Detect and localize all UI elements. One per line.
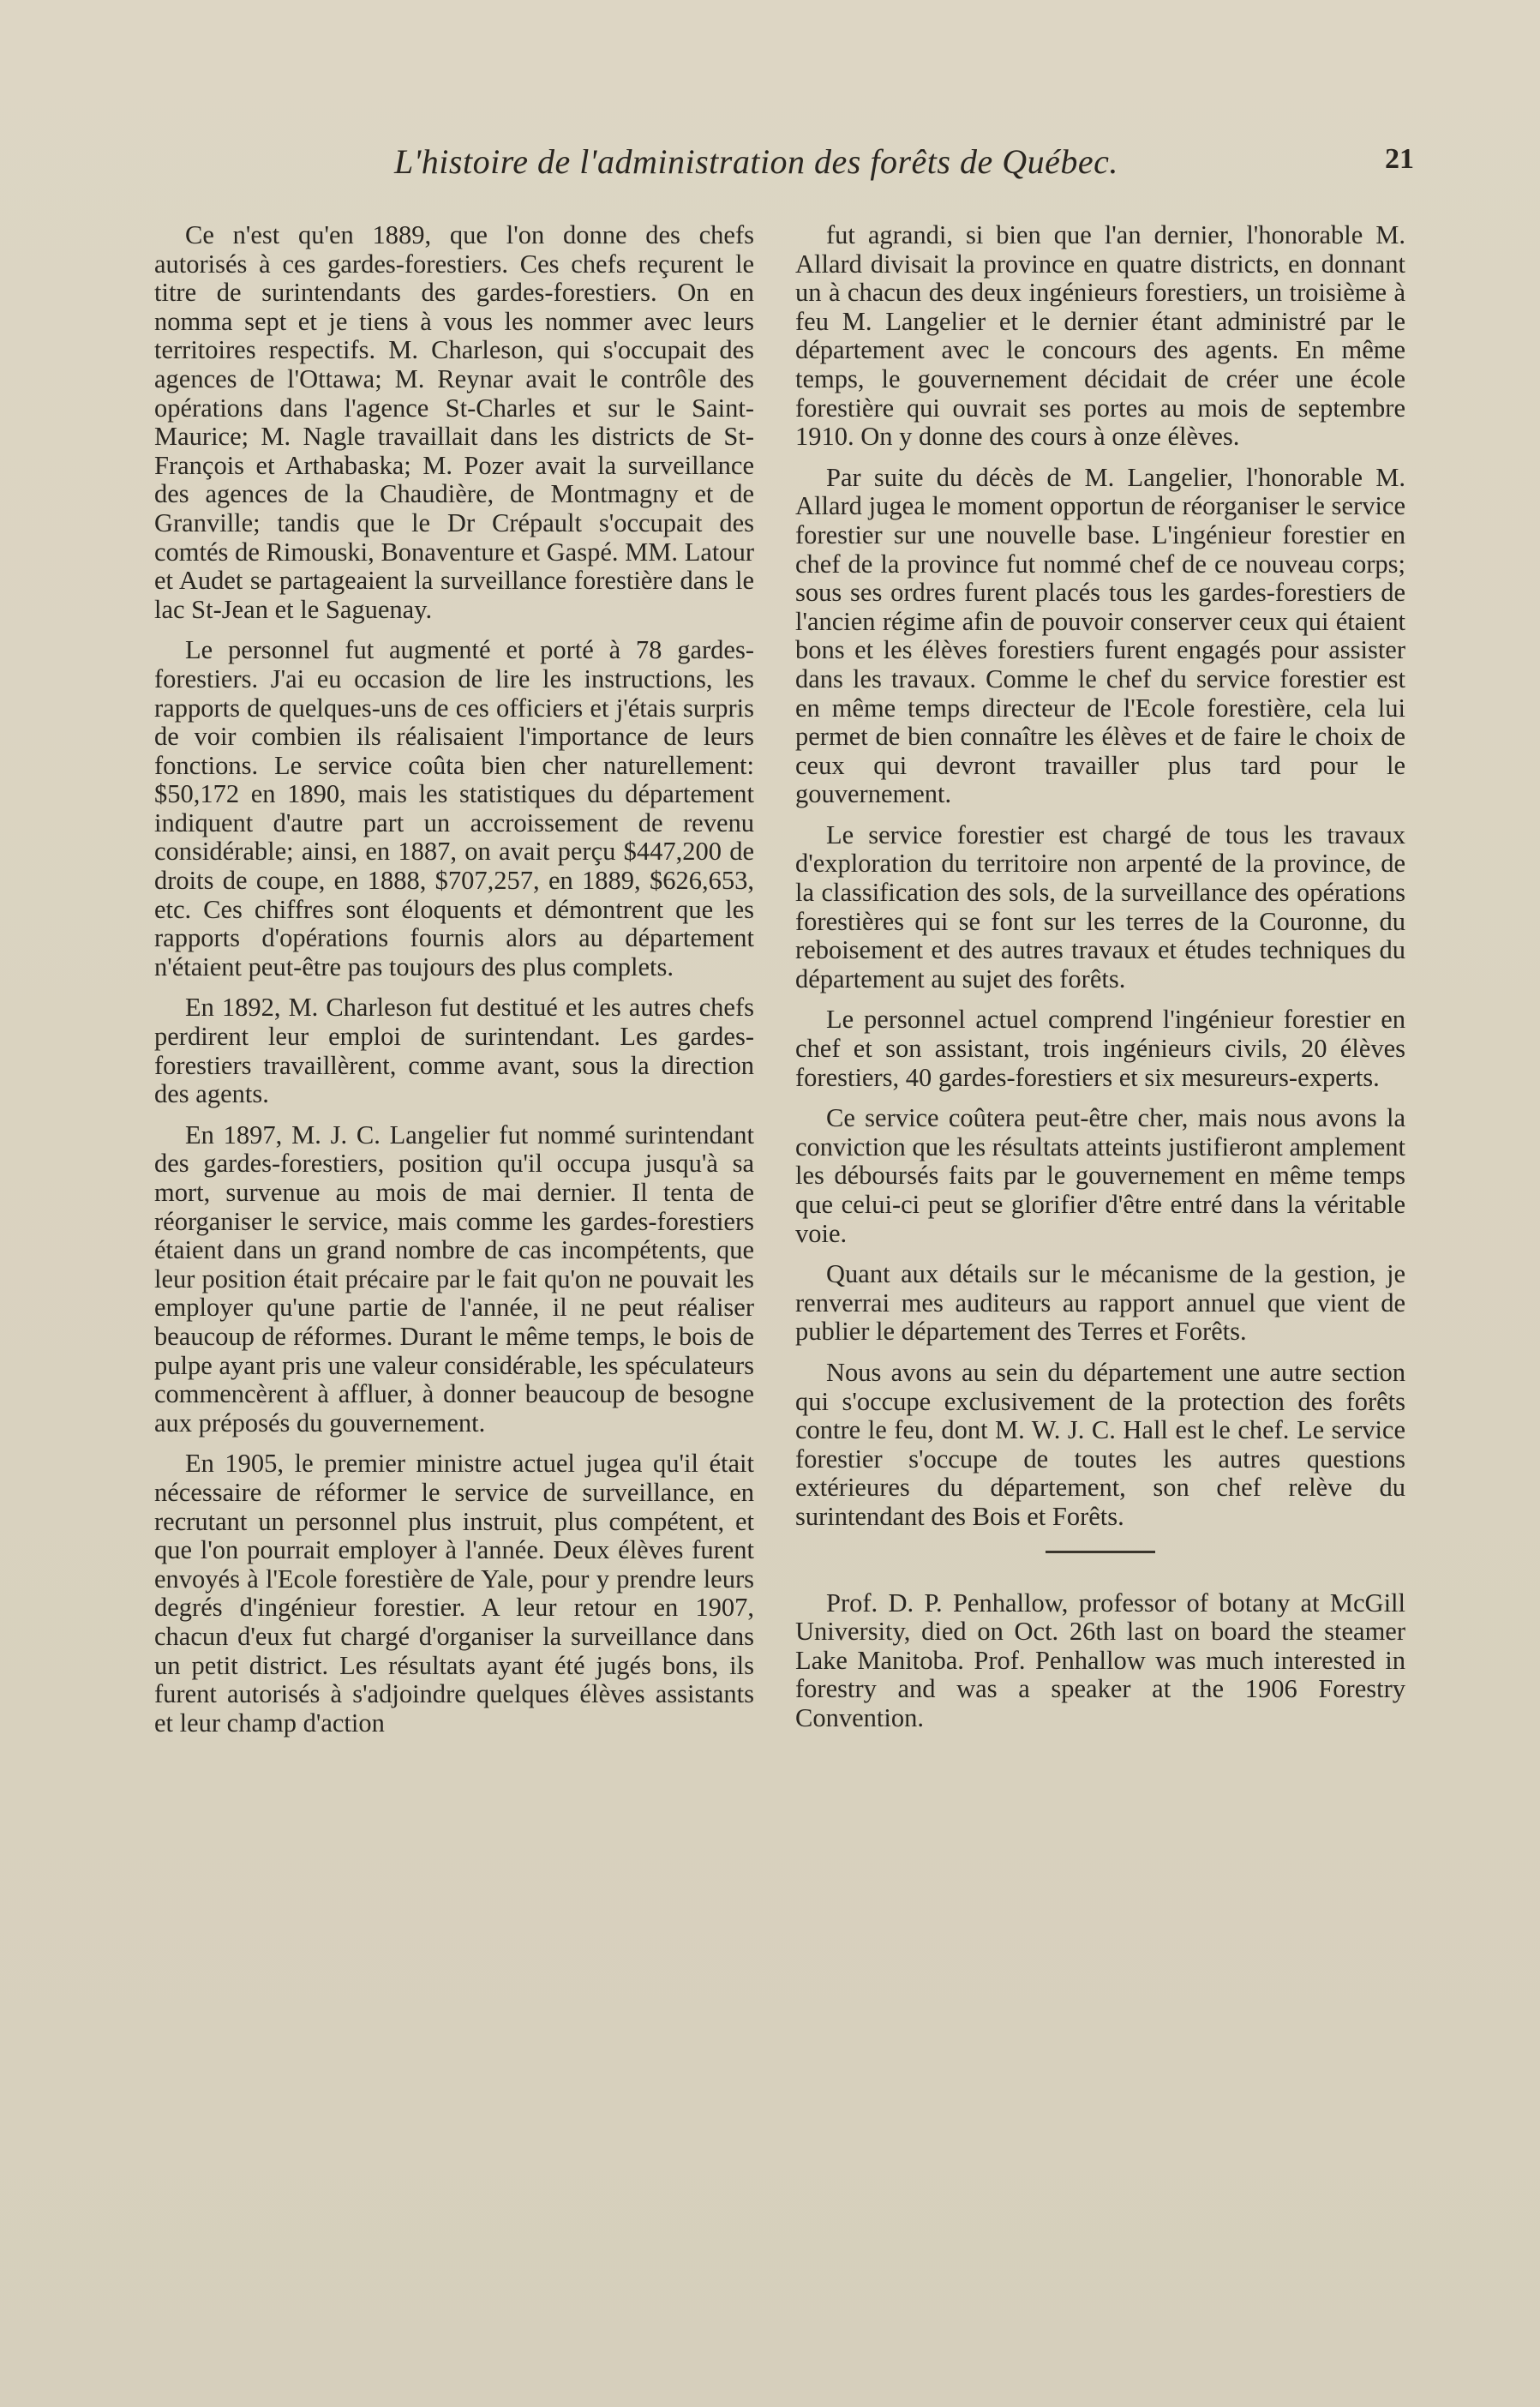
page-number: 21 bbox=[1385, 143, 1414, 175]
paragraph: Le personnel fut augmenté et porté à 78 gardes-forestiers. J'ai eu occasion de lire les instructions, les rapports de quelques-uns de ces officiers et j'étais surpris de voir combien ils réalisaient l'importance de leurs fonctions. Le service coûta bien cher naturellement: $50,172 en 1890, mais les statistiques du département indiquent d'autre part un accroissement de revenu considérable; ainsi, en 1887, on avait perçu $447,200 de droits de coupe, en 1888, $707,257, en 1889, $626,653, etc. Ces chiffres sont éloquents et démontrent que les rapports d'opérations fournis alors au département n'étaient peut-être pas toujours des plus complets. bbox=[154, 635, 754, 981]
paragraph: Ce service coûtera peut-être cher, mais nous avons la conviction que les résultats atteints justifieront amplement les déboursés faits par le gouvernement en même temps que celui-ci peut se glorifier d'être entré dans la véritable voie. bbox=[795, 1103, 1405, 1248]
running-header bbox=[154, 141, 1414, 193]
paragraph: Ce n'est qu'en 1889, que l'on donne des chefs autorisés à ces gardes-forestiers. Ces chefs reçurent le titre de surintendants des gardes-forestiers. On en nomma sept et je tiens à vous les nommer avec leurs territoires respectifs. M. Charleson, qui s'occupait des agences de l'Ottawa; M. Reynar avait le contrôle des opérations dans l'agence St-Charles et sur le Saint-Maurice; M. Nagle travaillait dans les districts de St-François et Arthabaska; M. Pozer avait la surveillance des agences de la Chaudière, de Montmagny et de Granville; tandis que le Dr Crépault s'occupait des comtés de Rimouski, Bonaventure et Gaspé. MM. Latour et Audet se partageaient la surveillance forestière dans le lac St-Jean et le Saguenay. bbox=[154, 220, 754, 624]
running-title: L'histoire de l'administration des forêts de Québec. bbox=[394, 142, 1118, 181]
obituary-note: Prof. D. P. Penhallow, professor of botany at McGill University, died on Oct. 26th last on board the steamer Lake Manitoba. Prof. Penhallow was much interested in forestry and was a speaker at the 1906 Forestry Convention. bbox=[795, 1588, 1405, 1732]
paragraph: Nous avons au sein du département une autre section qui s'occupe exclusivement de la protection des forêts contre le feu, dont M. W. J. C. Hall est le chef. Le service forestier s'occupe de toutes les autres questions extérieures du département, son chef relève du surintendant des Bois et Forêts. bbox=[795, 1357, 1405, 1531]
paragraph: En 1892, M. Charleson fut destitué et les autres chefs perdirent leur emploi de surintendant. Les gardes-forestiers travaillèrent, comme avant, sous la direction des agents. bbox=[154, 993, 754, 1109]
left-column bbox=[154, 221, 754, 1738]
section-divider bbox=[1046, 1551, 1155, 1553]
paragraph: fut agrandi, si bien que l'an dernier, l'honorable M. Allard divisait la province en quatre districts, en donnant un à chacun des deux ingénieurs forestiers, un troisième à feu M. Langelier et le dernier étant administré par le département avec le concours des agents. En même temps, le gouvernement décidait de créer une école forestière qui ouvrait ses portes au mois de septembre 1910. On y donne des cours à onze élèves. bbox=[795, 220, 1405, 452]
paragraph: En 1905, le premier ministre actuel jugea qu'il était nécessaire de réformer le service de surveillance, en recrutant un personnel plus instruit, plus compétent, et que l'on pourrait employer à l'année. Deux élèves furent envoyés à l'Ecole forestière de Yale, pour y prendre leurs degrés d'ingénieur forestier. A leur retour en 1907, chacun d'eux fut chargé d'organiser la surveillance dans un petit district. Les résultats ayant été jugés bons, ils furent autorisés à s'adjoindre quelques élèves assistants et leur champ d'action bbox=[154, 1449, 754, 1738]
paragraph: Le personnel actuel comprend l'ingénieur forestier en chef et son assistant, trois ingénieurs civils, 20 élèves forestiers, 40 gardes-forestiers et six mesureurs-experts. bbox=[795, 1005, 1405, 1092]
paragraph: En 1897, M. J. C. Langelier fut nommé surintendant des gardes-forestiers, position qu'il occupa jusqu'à sa mort, survenue au mois de mai dernier. Il tenta de réorganiser le service, mais comme les gardes-forestiers étaient dans un grand nombre de cas incompétents, que leur position était précaire par le fait qu'on ne pouvait les employer qu'une partie de l'année, il ne peut réaliser beaucoup de réformes. Durant le même temps, le bois de pulpe ayant pris une valeur considérable, les spéculateurs commencèrent à affluer, à donner beaucoup de besogne aux préposés du gouvernement. bbox=[154, 1119, 754, 1438]
right-column bbox=[795, 221, 1405, 1733]
paragraph: Le service forestier est chargé de tous les travaux d'exploration du territoire non arpenté de la province, de la classification des sols, de la surveillance des opérations forestières qui se font sur les terres de la Couronne, du reboisement et des autres travaux et études techniques du département au sujet des forêts. bbox=[795, 819, 1405, 993]
paragraph: Par suite du décès de M. Langelier, l'honorable M. Allard jugea le moment opportun de réorganiser le service forestier sur une nouvelle base. L'ingénieur forestier en chef de la province fut nommé chef de ce nouveau corps; sous ses ordres furent placés tous les gardes-forestiers de l'ancien régime afin de pouvoir conserver ceux qui étaient bons et les élèves forestiers furent engagés pour assister dans les travaux. Comme le chef du service forestier est en même temps directeur de l'Ecole forestière, cela lui permet de bien connaître les élèves et de faire le choix de ceux qui devront travailler plus tard pour le gouvernement. bbox=[795, 462, 1405, 809]
paragraph: Quant aux détails sur le mécanisme de la gestion, je renverrai mes auditeurs au rapport annuel que vient de publier le département des Terres et Forêts. bbox=[795, 1259, 1405, 1347]
